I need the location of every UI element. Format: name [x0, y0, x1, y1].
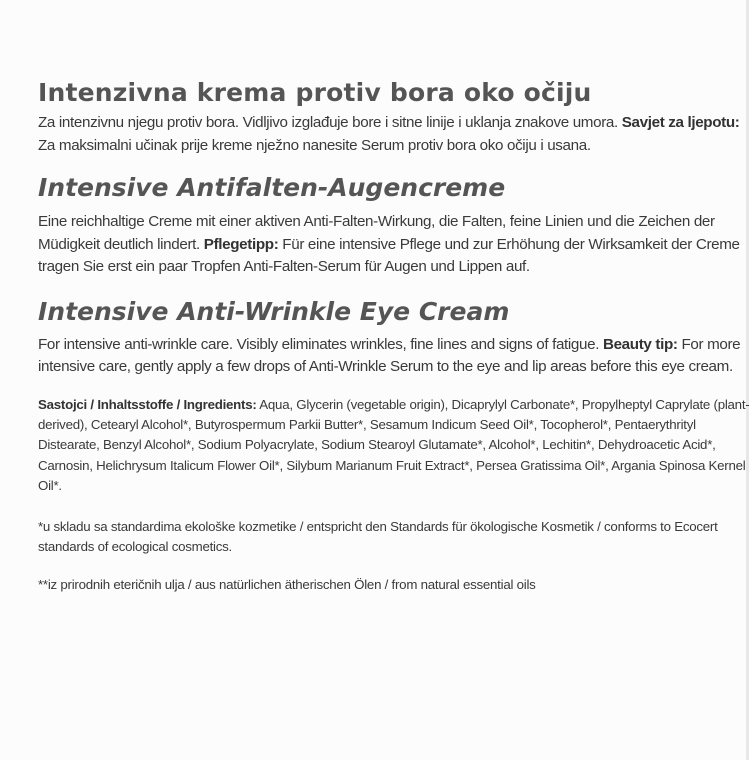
english-title: Intensive Anti-Wrinkle Eye Cream — [38, 296, 510, 326]
croatian-body: Za intenzivnu njegu protiv bora. Vidljivo izglađuje bore i sitne linije i uklanja znakove umora. — [38, 114, 618, 131]
section-german — [38, 171, 749, 279]
english-description — [38, 334, 749, 379]
section-croatian — [38, 76, 749, 157]
ingredients-list — [38, 395, 749, 497]
english-tip-label: Beauty tip: — [602, 335, 678, 353]
english-tip-text: For more intensive care, gently apply a few drops of Anti-Wrinkle Serum to the eye and lip areas before this eye cream. — [38, 335, 741, 375]
label-text — [38, 74, 749, 596]
croatian-description — [38, 112, 749, 157]
ingredients-label: Sastojci / Inhaltsstoffe / Ingredients: — [38, 396, 257, 412]
footnote-essential-oils: **iz prirodnih eteričnih ulja / aus natürlichen ätherischen Ölen / from natural essential oils — [38, 577, 536, 593]
section-english — [38, 295, 749, 379]
german-body: Eine reichhaltige Creme mit einer aktiven Anti-Falten-Wirkung, die Falten, feine Linien und die Zeichen der Müdigkeit deutlich lindert. — [38, 213, 715, 253]
croatian-tip-text: Za maksimalni učinak prije kreme nježno nanesite Serum protiv bora oko očiju i usana. — [38, 136, 591, 154]
german-description — [38, 211, 749, 279]
footnote-ecological: *u skladu sa standardima ekološke kozmetike / entspricht den Standards für ökologische Kosmetik / conforms to Ecocert standards of ecological cosmetics. — [38, 518, 718, 554]
ingredients-text: Aqua, Glycerin (vegetable origin), Dicaprylyl Carbonate*, Propylheptyl Caprylate (plant-derived), Cetearyl Alcohol*, Butyrospermum Parkii Butter*, Sesamum Indicum Seed Oil*, Tocopherol*, Pentaerythrityl Distearate, Benzyl Alcohol*, Sodium Polyacrylate, Sodium Stearoyl Glutamate*, Alcohol*, Lechitin*, Dehydroacetic Acid*, Carnosin, Helichrysum Italicum Flower Oil*, Silybum Marianum Fruit Extract*, Persea Gratissima Oil*, Argania Spinosa Kernel Oil*. — [38, 396, 749, 494]
german-tip-label: Pflegetipp: — [203, 235, 279, 253]
german-title: Intensive Antifalten-Augencreme — [38, 173, 506, 202]
croatian-tip-label: Savjet za ljepotu: — [621, 114, 740, 131]
croatian-title: Intenzivna krema protiv bora oko očiju — [38, 78, 592, 107]
german-tip-text: Für eine intensive Pflege und zur Erhöhung der Wirksamkeit der Creme tragen Sie erst ein paar Tropfen Anti-Falten-Serum für Augen und Lippen auf. — [38, 235, 740, 275]
english-body: For intensive anti-wrinkle care. Visibly eliminates wrinkles, fine lines and signs of fatigue. — [38, 335, 600, 353]
